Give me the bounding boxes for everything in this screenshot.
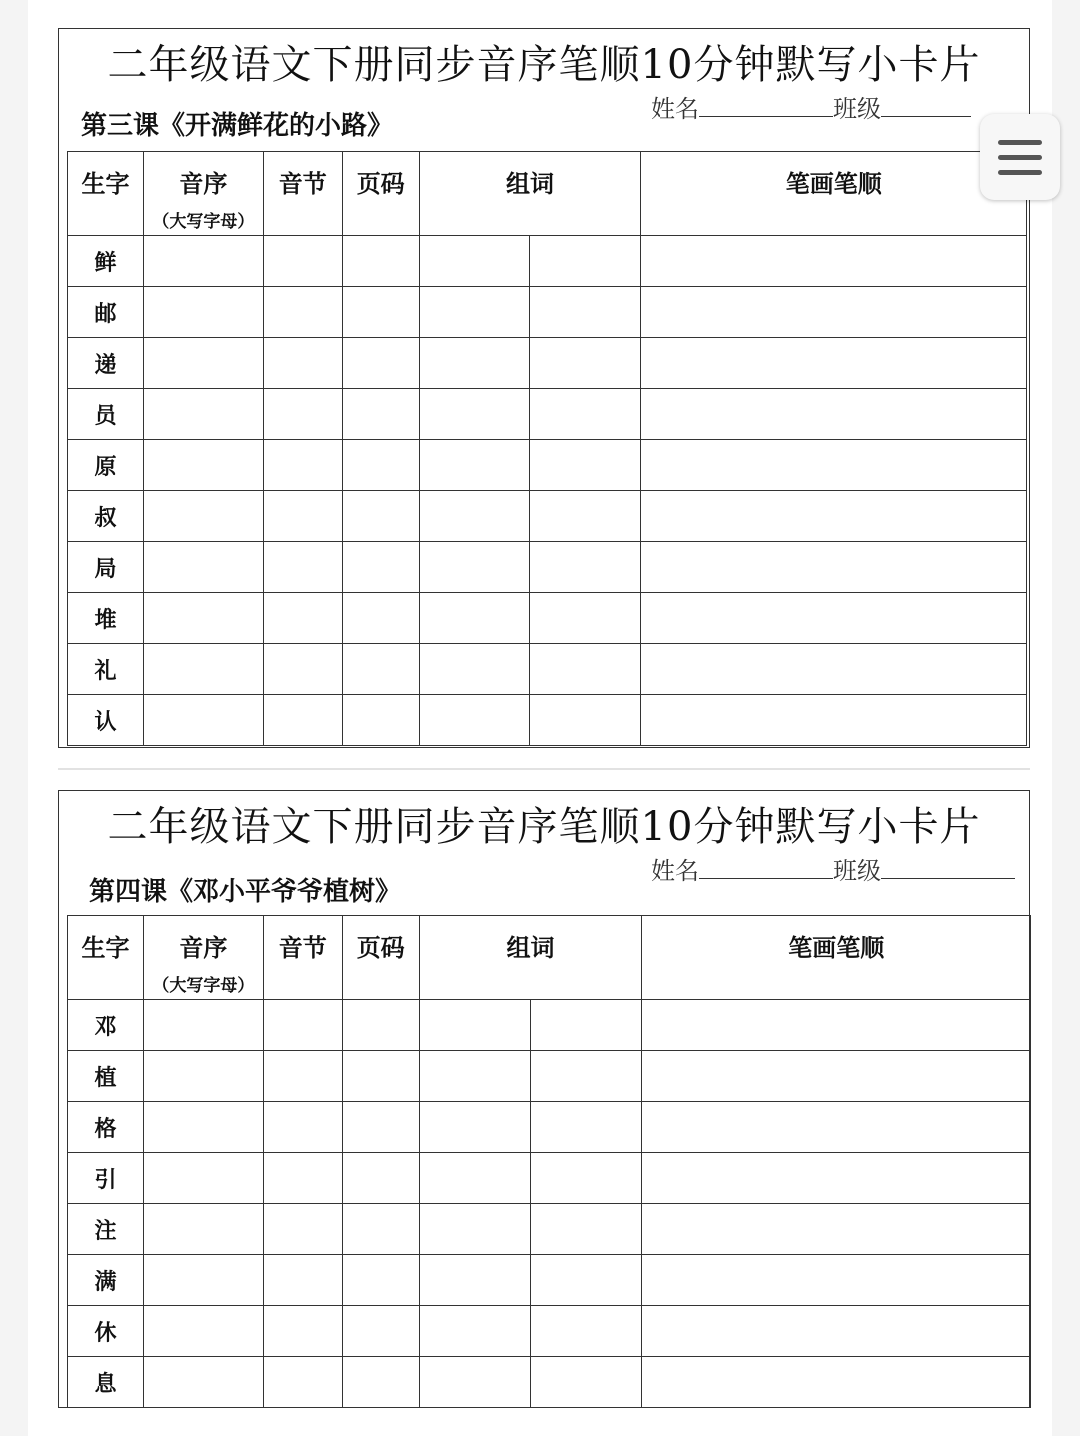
- word-cell-2[interactable]: [529, 389, 641, 440]
- syllable-cell[interactable]: [263, 695, 342, 746]
- strokes-cell[interactable]: [642, 1204, 1031, 1255]
- word-cell-1[interactable]: [419, 593, 529, 644]
- table-row: [68, 236, 1027, 287]
- word-cell-1[interactable]: [419, 695, 529, 746]
- class-blank[interactable]: [881, 858, 1015, 879]
- syllable-cell[interactable]: [263, 1255, 342, 1306]
- strokes-cell[interactable]: [641, 440, 1027, 491]
- strokes-cell[interactable]: [641, 236, 1027, 287]
- syllable-cell[interactable]: [263, 542, 342, 593]
- word-cell-1[interactable]: [419, 1204, 530, 1255]
- header-char: 生字: [68, 152, 144, 236]
- char-cell: 注: [68, 1204, 144, 1255]
- word-cell-1[interactable]: [419, 542, 529, 593]
- page-cell[interactable]: [342, 644, 419, 695]
- order-cell[interactable]: [143, 1357, 263, 1408]
- table-row: [68, 440, 1027, 491]
- page-cell[interactable]: [342, 593, 419, 644]
- word-cell-1[interactable]: [419, 644, 529, 695]
- page-cell[interactable]: [342, 1204, 419, 1255]
- word-cell-2[interactable]: [530, 1051, 642, 1102]
- header-words: 组词: [419, 152, 641, 236]
- strokes-cell[interactable]: [642, 1153, 1031, 1204]
- order-cell[interactable]: [143, 440, 263, 491]
- header-strokes: 笔画笔顺: [641, 152, 1027, 236]
- strokes-cell[interactable]: [641, 389, 1027, 440]
- syllable-cell[interactable]: [263, 389, 342, 440]
- header-page: 页码: [342, 152, 419, 236]
- table-row: [68, 542, 1027, 593]
- word-cell-1[interactable]: [419, 1255, 530, 1306]
- char-cell: 认: [68, 695, 144, 746]
- syllable-cell[interactable]: [263, 1306, 342, 1357]
- header-order: 音序 （大写字母）: [143, 152, 263, 236]
- char-cell: 礼: [68, 644, 144, 695]
- header-words: 组词: [419, 916, 642, 1000]
- word-cell-1[interactable]: [419, 1102, 530, 1153]
- name-label: 姓名: [651, 857, 699, 885]
- table-row: [68, 1153, 1031, 1204]
- worksheet-page: [28, 0, 1052, 1436]
- char-cell: 递: [68, 338, 144, 389]
- character-table: [67, 151, 1027, 746]
- hamburger-icon: [998, 140, 1042, 145]
- word-cell-2[interactable]: [529, 593, 641, 644]
- page-cell[interactable]: [342, 236, 419, 287]
- order-cell[interactable]: [143, 1153, 263, 1204]
- table-row: [68, 644, 1027, 695]
- page-cell[interactable]: [342, 1153, 419, 1204]
- syllable-cell[interactable]: [263, 1153, 342, 1204]
- page-cell[interactable]: [342, 338, 419, 389]
- word-cell-2[interactable]: [529, 287, 641, 338]
- order-cell[interactable]: [143, 1306, 263, 1357]
- page-cell[interactable]: [342, 440, 419, 491]
- class-blank[interactable]: [881, 96, 971, 117]
- char-cell: 邮: [68, 287, 144, 338]
- syllable-cell[interactable]: [263, 1357, 342, 1408]
- word-cell-1[interactable]: [419, 236, 529, 287]
- word-cell-1[interactable]: [419, 338, 529, 389]
- word-cell-1[interactable]: [419, 1153, 530, 1204]
- table-row: [68, 287, 1027, 338]
- word-cell-2[interactable]: [530, 1306, 642, 1357]
- strokes-cell[interactable]: [641, 695, 1027, 746]
- table-row: [68, 1204, 1031, 1255]
- name-label: 姓名: [651, 95, 699, 123]
- syllable-cell[interactable]: [263, 440, 342, 491]
- word-cell-2[interactable]: [529, 338, 641, 389]
- word-cell-2[interactable]: [529, 491, 641, 542]
- char-cell: 鲜: [68, 236, 144, 287]
- table-row: [68, 338, 1027, 389]
- char-cell: 原: [68, 440, 144, 491]
- strokes-cell[interactable]: [641, 542, 1027, 593]
- dictation-card-2: [58, 790, 1030, 1408]
- char-cell: 堆: [68, 593, 144, 644]
- table-row: [68, 593, 1027, 644]
- order-cell[interactable]: [143, 542, 263, 593]
- char-cell: 息: [68, 1357, 144, 1408]
- name-class-fields: [651, 851, 1015, 886]
- word-cell-1[interactable]: [419, 1000, 530, 1051]
- header-order: 音序 （大写字母）: [143, 916, 263, 1000]
- syllable-cell[interactable]: [263, 491, 342, 542]
- strokes-cell[interactable]: [642, 1102, 1031, 1153]
- card-separator: [58, 768, 1030, 770]
- word-cell-1[interactable]: [419, 1306, 530, 1357]
- order-cell[interactable]: [143, 1051, 263, 1102]
- char-cell: 植: [68, 1051, 144, 1102]
- card-title: 二年级语文下册同步音序笔顺10分钟默写小卡片: [107, 804, 981, 850]
- character-table: [67, 915, 1031, 1408]
- header-syllable: 音节: [263, 152, 342, 236]
- syllable-cell[interactable]: [263, 287, 342, 338]
- page-cell[interactable]: [342, 542, 419, 593]
- dictation-card-1: [58, 28, 1030, 748]
- name-class-fields: [651, 89, 971, 124]
- word-cell-1[interactable]: [419, 287, 529, 338]
- order-cell[interactable]: [143, 1000, 263, 1051]
- table-row: [68, 695, 1027, 746]
- page-cell[interactable]: [342, 695, 419, 746]
- header-order-sub: （大写字母）: [152, 976, 255, 996]
- word-cell-2[interactable]: [530, 1000, 642, 1051]
- strokes-cell[interactable]: [642, 1051, 1031, 1102]
- char-cell: 邓: [68, 1000, 144, 1051]
- menu-button[interactable]: [980, 114, 1060, 200]
- order-cell[interactable]: [143, 593, 263, 644]
- word-cell-1[interactable]: [419, 491, 529, 542]
- strokes-cell[interactable]: [641, 593, 1027, 644]
- header-char: 生字: [68, 916, 144, 1000]
- hamburger-icon: [998, 170, 1042, 175]
- char-cell: 休: [68, 1306, 144, 1357]
- table-body: [68, 1000, 1031, 1408]
- word-cell-1[interactable]: [419, 1051, 530, 1102]
- word-cell-2[interactable]: [530, 1255, 642, 1306]
- table-row: [68, 491, 1027, 542]
- page-cell[interactable]: [342, 287, 419, 338]
- page-cell[interactable]: [342, 1255, 419, 1306]
- word-cell-1[interactable]: [419, 389, 529, 440]
- name-blank[interactable]: [699, 858, 833, 879]
- syllable-cell[interactable]: [263, 1000, 342, 1051]
- char-cell: 局: [68, 542, 144, 593]
- header-page: 页码: [342, 916, 419, 1000]
- syllable-cell[interactable]: [263, 338, 342, 389]
- order-cell[interactable]: [143, 491, 263, 542]
- word-cell-1[interactable]: [419, 1357, 530, 1408]
- strokes-cell[interactable]: [642, 1000, 1031, 1051]
- hamburger-icon: [998, 155, 1042, 160]
- strokes-cell[interactable]: [641, 644, 1027, 695]
- table-row: [68, 1000, 1031, 1051]
- class-label: 班级: [833, 95, 881, 123]
- table-row: [68, 1051, 1031, 1102]
- char-cell: 满: [68, 1255, 144, 1306]
- table-header-row: [68, 152, 1027, 236]
- page-cell[interactable]: [342, 389, 419, 440]
- page-cell[interactable]: [342, 1357, 419, 1408]
- name-blank[interactable]: [699, 96, 833, 117]
- header-order-sub: （大写字母）: [152, 212, 255, 232]
- syllable-cell[interactable]: [263, 236, 342, 287]
- order-cell[interactable]: [143, 1255, 263, 1306]
- word-cell-2[interactable]: [530, 1357, 642, 1408]
- order-cell[interactable]: [143, 1204, 263, 1255]
- char-cell: 员: [68, 389, 144, 440]
- page-cell[interactable]: [342, 1306, 419, 1357]
- word-cell-2[interactable]: [529, 695, 641, 746]
- table-row: [68, 1102, 1031, 1153]
- word-cell-2[interactable]: [530, 1204, 642, 1255]
- word-cell-1[interactable]: [419, 440, 529, 491]
- word-cell-2[interactable]: [529, 440, 641, 491]
- table-row: [68, 1357, 1031, 1408]
- word-cell-2[interactable]: [529, 542, 641, 593]
- char-cell: 引: [68, 1153, 144, 1204]
- word-cell-2[interactable]: [530, 1153, 642, 1204]
- strokes-cell[interactable]: [641, 491, 1027, 542]
- page-cell[interactable]: [342, 1102, 419, 1153]
- lesson-title: 第三课《开满鲜花的小路》: [81, 111, 394, 141]
- header-syllable: 音节: [263, 916, 342, 1000]
- table-row: [68, 389, 1027, 440]
- order-cell[interactable]: [143, 644, 263, 695]
- class-label: 班级: [833, 857, 881, 885]
- word-cell-2[interactable]: [530, 1102, 642, 1153]
- order-cell[interactable]: [143, 695, 263, 746]
- order-cell[interactable]: [143, 236, 263, 287]
- char-cell: 格: [68, 1102, 144, 1153]
- lesson-title: 第四课《邓小平爷爷植树》: [89, 877, 402, 907]
- card-title: 二年级语文下册同步音序笔顺10分钟默写小卡片: [107, 42, 981, 88]
- strokes-cell[interactable]: [641, 338, 1027, 389]
- char-cell: 叔: [68, 491, 144, 542]
- table-row: [68, 1255, 1031, 1306]
- page-cell[interactable]: [342, 1051, 419, 1102]
- page-cell[interactable]: [342, 491, 419, 542]
- strokes-cell[interactable]: [641, 287, 1027, 338]
- table-row: [68, 1306, 1031, 1357]
- order-cell[interactable]: [143, 389, 263, 440]
- table-header-row: [68, 916, 1031, 1000]
- syllable-cell[interactable]: [263, 1204, 342, 1255]
- syllable-cell[interactable]: [263, 1051, 342, 1102]
- table-body: [68, 236, 1027, 746]
- strokes-cell[interactable]: [642, 1306, 1031, 1357]
- order-cell[interactable]: [143, 287, 263, 338]
- order-cell[interactable]: [143, 338, 263, 389]
- syllable-cell[interactable]: [263, 593, 342, 644]
- header-strokes: 笔画笔顺: [642, 916, 1031, 1000]
- syllable-cell[interactable]: [263, 1102, 342, 1153]
- order-cell[interactable]: [143, 1102, 263, 1153]
- strokes-cell[interactable]: [642, 1255, 1031, 1306]
- word-cell-2[interactable]: [529, 644, 641, 695]
- page-cell[interactable]: [342, 1000, 419, 1051]
- syllable-cell[interactable]: [263, 644, 342, 695]
- strokes-cell[interactable]: [642, 1357, 1031, 1408]
- word-cell-2[interactable]: [529, 236, 641, 287]
